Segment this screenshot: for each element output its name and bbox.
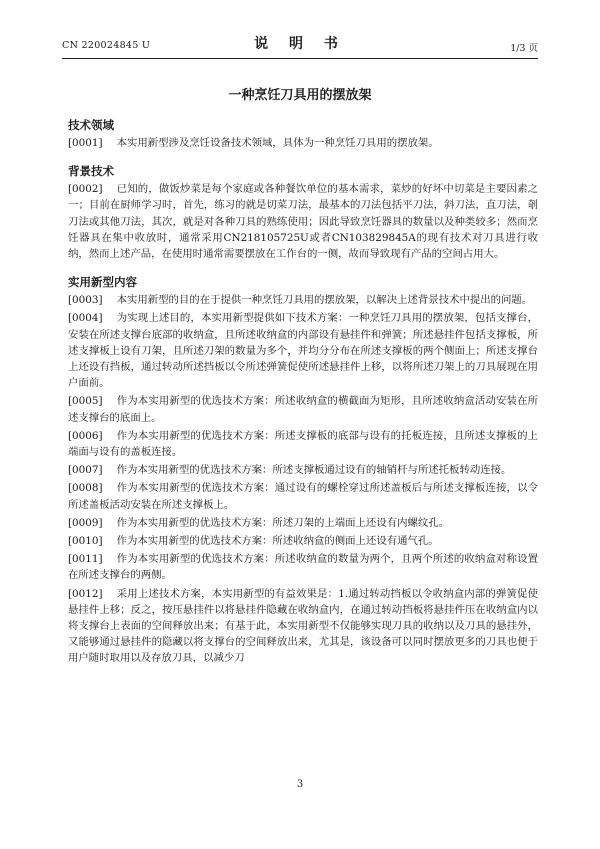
patent-number: CN 220024845 U xyxy=(62,40,151,51)
paragraph xyxy=(68,551,538,583)
paragraph-text: 本实用新型涉及烹饪设备技术领域，具体为一种烹饪刀具用的摆放架。 xyxy=(116,137,439,149)
paragraph xyxy=(68,428,538,460)
document-body xyxy=(68,117,538,679)
section-technical-field xyxy=(68,117,538,151)
paragraph-text: 已知的，做饭炒菜是每个家庭或各种餐饮单位的基本需求，菜炒的好坏中切菜是主要因素之一；目前在厨师学习时，首先，练习的就是切菜刀法，最基本的刀法包括平刀法，斜刀法，直刀法，剞刀法或其他刀法，其次，就是对各种刀具的熟练使用；因此导致烹饪器具的数量以及种类较多；然而烹饪器具在集中收放时，通常采用CN218105725U或者CN103829845A的现有技术对刀具进行收纳，然而上述产品，在使用时通常需要摆放在工作台的一侧，故而导致现有产品的空间占用大。 xyxy=(68,183,538,261)
paragraph-text: 作为本实用新型的优选技术方案：所述支撑板的底部与设有的托板连接，且所述支撑板的上端面与设有的盖板连接。 xyxy=(68,429,538,459)
header-divider xyxy=(62,58,538,59)
paragraph-number: [0001] xyxy=(68,137,103,149)
paragraph-number: [0011] xyxy=(68,553,103,566)
document-type: 说 明 书 xyxy=(254,36,346,52)
paragraph xyxy=(68,533,538,549)
paragraph-text: 作为本实用新型的优选技术方案：所述支撑板通过设有的轴销杆与所述托板转动连接。 xyxy=(116,464,512,477)
paragraph xyxy=(68,480,538,512)
page-number: 3 xyxy=(296,779,304,790)
paragraph-number: [0008] xyxy=(68,482,103,495)
section-heading: 技术领域 xyxy=(68,118,114,132)
paragraph-text: 为实现上述目的，本实用新型提供如下技术方案：一种烹饪刀具用的摆放架，包括支撑台，安装在所述支撑台底部的收纳盒，且所述收纳盒的内部设有悬挂件和弹簧；所述悬挂件包括支撑板，所述支撑板上设有刀架，且所述刀架的数量为多个，并均分分布在所述支撑板的两个侧面上；所述支撑台上还设有挡板，通过转动所述挡板以令所述弹簧促使所述悬挂件上移，以将所述刀架上的刀具展现在用户面前。 xyxy=(68,312,538,390)
paragraph-number: [0010] xyxy=(68,535,103,548)
paragraph-number: [0006] xyxy=(68,429,103,442)
section-summary xyxy=(68,274,538,666)
paragraph-number: [0002] xyxy=(68,183,103,196)
paragraph-number: [0005] xyxy=(68,395,103,408)
paragraph xyxy=(68,181,538,262)
paragraph xyxy=(68,292,538,308)
page-header xyxy=(62,33,538,55)
document-title: 一种烹饪刀具用的摆放架 xyxy=(228,88,372,103)
paragraph xyxy=(68,393,538,425)
paragraph-text: 本实用新型的目的在于提供一种烹饪刀具用的摆放架，以解决上述背景技术中提出的问题。 xyxy=(116,294,533,307)
section-heading: 实用新型内容 xyxy=(68,275,137,290)
paragraph xyxy=(68,310,538,391)
paragraph xyxy=(68,462,538,478)
paragraph-text: 作为本实用新型的优选技术方案：所述收纳盒的横截面为矩形，且所述收纳盒活动安装在所述支撑台的底面上。 xyxy=(68,395,538,424)
paragraph xyxy=(68,135,538,151)
paragraph-number: [0012] xyxy=(68,587,103,600)
paragraph-text: 作为本实用新型的优选技术方案：所述收纳盒的数量为两个，且两个所述的收纳盒对称设置在所述支撑台的两侧。 xyxy=(68,553,538,582)
paragraph-text: 采用上述技术方案，本实用新型的有益效果是：1.通过转动挡板以令收纳盒内部的弹簧促使悬挂件上移；反之，按压悬挂件以将悬挂件隐藏在收纳盒内，在通过转动挡板将悬挂件压在收纳盒内以将支撑台上表面的空间释放出来；有基于此，本实用新型不仅能够实现刀具的收纳以及刀具的悬挂外，又能够通过悬挂件的隐藏以将支撑台的空间释放出来，尤其是，该设备可以同时摆放更多的刀具也便于用户随时取用以及存放刀具，以减少刀 xyxy=(68,587,538,665)
paragraph-text: 作为本实用新型的优选技术方案：所述收纳盒的侧面上还设有通气孔。 xyxy=(116,535,439,548)
paragraph-number: [0007] xyxy=(68,464,103,477)
page-indicator: 1/3 页 xyxy=(510,43,538,54)
paragraph-number: [0004] xyxy=(68,312,103,325)
section-heading: 背景技术 xyxy=(68,164,114,179)
paragraph-number: [0003] xyxy=(68,294,103,307)
paragraph-text: 作为本实用新型的优选技术方案：所述刀架的上端面上还设有内螺纹孔。 xyxy=(116,516,450,529)
paragraph-text: 作为本实用新型的优选技术方案：通过设有的螺栓穿过所述盖板后与所述支撑板连接，以令所述盖板活动安装在所述支撑板上。 xyxy=(68,482,538,511)
paragraph xyxy=(68,586,538,667)
paragraph-number: [0009] xyxy=(68,516,103,529)
section-background xyxy=(68,163,538,262)
paragraph xyxy=(68,515,538,531)
